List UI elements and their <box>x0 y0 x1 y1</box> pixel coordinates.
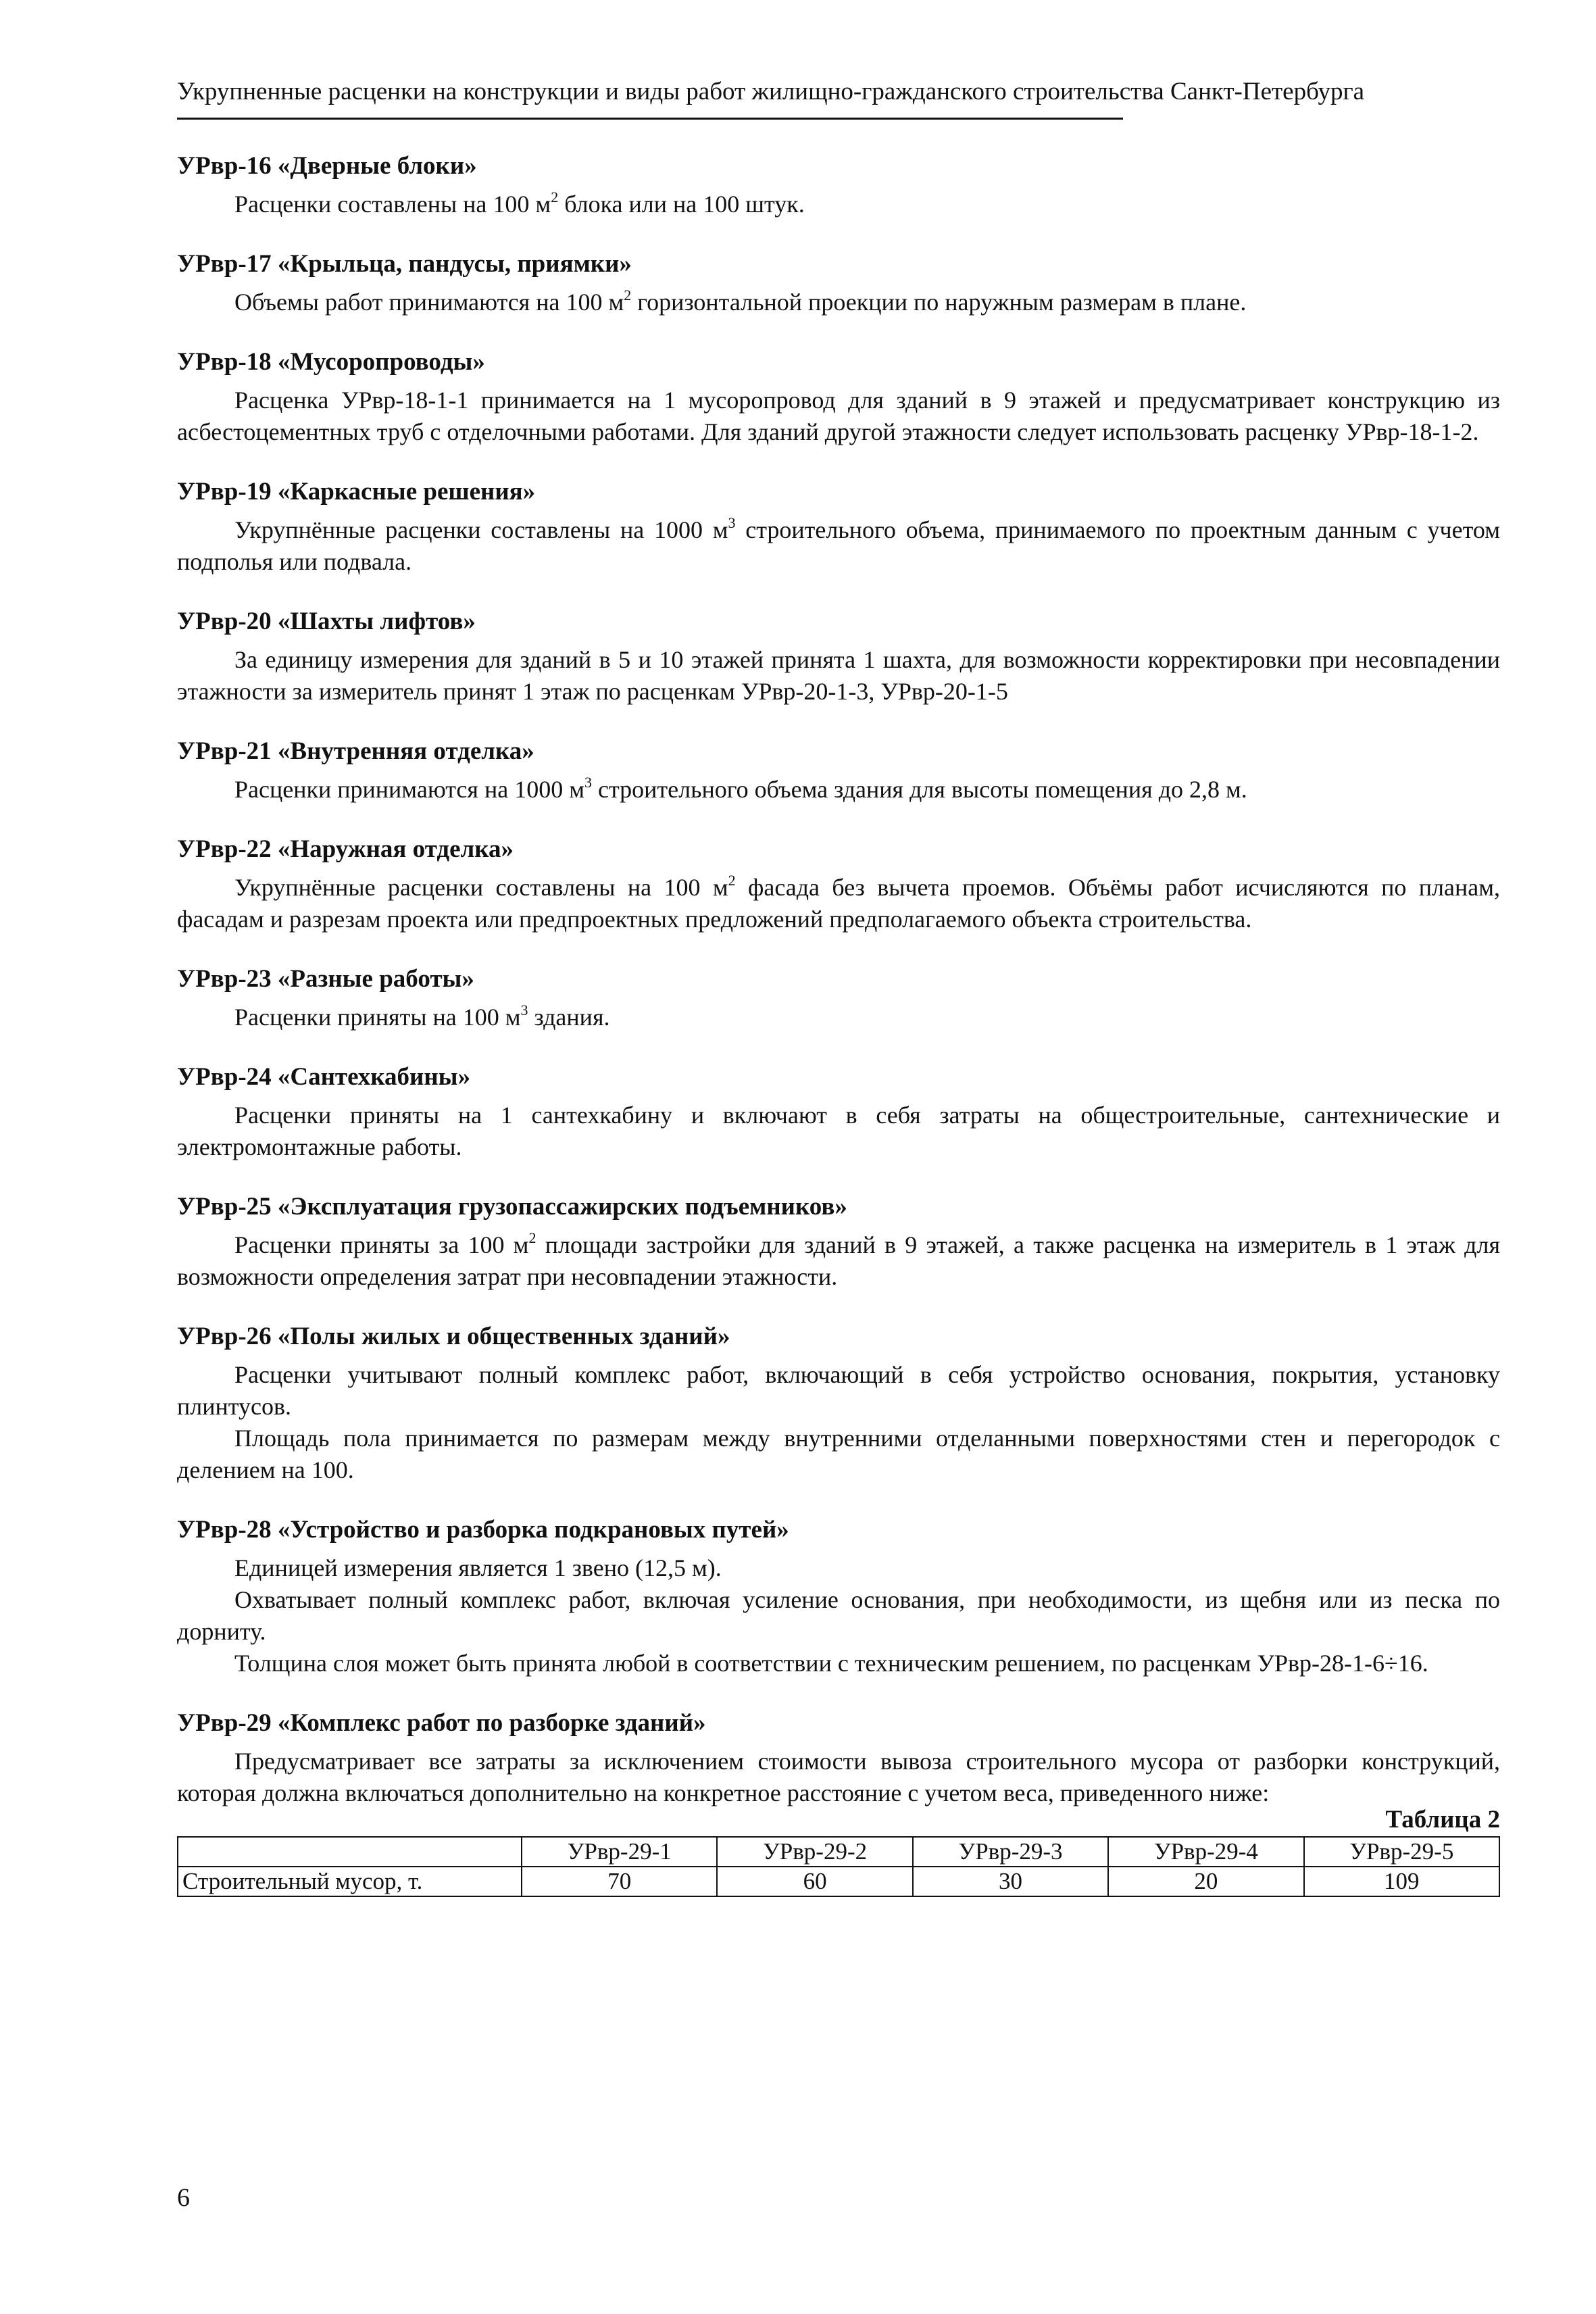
text-run: горизонтальной проекции по наружным размерам в плане. <box>631 289 1247 316</box>
text-run: строительного объема здания для высоты помещения до 2,8 м. <box>591 776 1247 803</box>
section-heading: УРвр-20 «Шахты лифтов» <box>177 608 476 635</box>
section-heading: УРвр-24 «Сантехкабины» <box>177 1063 471 1091</box>
section-paragraph: Охватывает полный комплекс работ, включая усиление основания, при необходимости, из щебня или из песка по дорниту. <box>177 1586 1500 1645</box>
section-heading: УРвр-16 «Дверные блоки» <box>177 152 477 180</box>
section-paragraph <box>177 189 1500 220</box>
superscript: 3 <box>584 774 592 791</box>
section-urvr-19 <box>177 476 1500 578</box>
table-cell: 30 <box>913 1867 1108 1896</box>
text-run: Укрупнённые расценки составлены на 100 м <box>234 874 728 901</box>
text-run: строительного объема, принимаемого по проектным данным с учетом подполья или подвала. <box>177 516 1500 575</box>
section-paragraph <box>177 872 1500 935</box>
section-urvr-28 <box>177 1514 1500 1679</box>
superscript: 3 <box>728 514 736 531</box>
section-paragraph <box>177 514 1500 578</box>
superscript: 2 <box>551 189 559 205</box>
text-run: фасада без вычета проемов. Объёмы работ исчисляются по планам, фасадам и разрезам проекта или предпроектных предложений предполагаемого объекта строительства. <box>177 874 1501 933</box>
section-paragraph: Толщина слоя может быть принята любой в соответствии с техническим решением, по расценкам УРвр-28-1-6÷16. <box>234 1650 1428 1677</box>
section-heading: УРвр-18 «Мусоропроводы» <box>177 348 485 376</box>
table-column-header: УРвр-29-3 <box>913 1837 1108 1867</box>
table-column-header: УРвр-29-1 <box>522 1837 717 1867</box>
section-paragraph <box>177 287 1500 318</box>
section-heading: УРвр-29 «Комплекс работ по разборке зданий» <box>177 1709 706 1737</box>
table-column-header: УРвр-29-4 <box>1108 1837 1303 1867</box>
section-paragraph: Площадь пола принимается по размерам между внутренними отделанными поверхностями стен и перегородок с делением на 100. <box>177 1425 1500 1483</box>
text-run: Расценки приняты за 100 м <box>234 1231 529 1258</box>
text-run: Укрупнённые расценки составлены на 1000 м <box>234 516 728 543</box>
page-number: 6 <box>177 2184 190 2212</box>
table-header-row <box>178 1837 1499 1867</box>
superscript: 2 <box>728 872 736 889</box>
text-run: Объемы работ принимаются на 100 м <box>234 289 624 316</box>
section-paragraph: Расценка УРвр-18-1-1 принимается на 1 мусоропровод для зданий в 9 этажей и предусматривает конструкцию из асбестоцементных труб с отделочными работами. Для зданий другой этажности следует использовать расценку УРвр-18-1-2. <box>177 387 1500 445</box>
section-urvr-26 <box>177 1321 1500 1486</box>
section-heading: УРвр-23 «Разные работы» <box>177 965 474 993</box>
section-heading: УРвр-19 «Каркасные решения» <box>177 478 536 506</box>
section-urvr-22 <box>177 833 1500 935</box>
running-header: Укрупненные расценки на конструкции и виды работ жилищно-гражданского строительства Санкт-Петербурга <box>177 78 1365 105</box>
section-urvr-23 <box>177 963 1500 1033</box>
table-caption: Таблица 2 <box>1385 1806 1500 1833</box>
text-run: здания. <box>528 1004 610 1031</box>
superscript: 3 <box>520 1002 528 1018</box>
table-column-header: УРвр-29-5 <box>1304 1837 1499 1867</box>
section-paragraph: Расценки приняты на 1 сантехкабину и включают в себя затраты на общестроительные, сантехнические и электромонтажные работы. <box>177 1102 1500 1160</box>
section-heading: УРвр-17 «Крыльца, пандусы, приямки» <box>177 250 632 278</box>
text-run: Расценки принимаются на 1000 м <box>234 776 584 803</box>
section-urvr-18 <box>177 346 1500 448</box>
superscript: 2 <box>624 287 632 303</box>
section-urvr-16 <box>177 150 1500 220</box>
section-urvr-21 <box>177 735 1500 806</box>
section-urvr-20 <box>177 606 1500 708</box>
text-run: площади застройки для зданий в 9 этажей, а также расценка на измеритель в 1 этаж для возможности определения затрат при несовпадении этажности. <box>177 1231 1500 1290</box>
section-paragraph <box>177 1002 1500 1033</box>
superscript: 2 <box>528 1229 537 1246</box>
section-heading: УРвр-22 «Наружная отделка» <box>177 835 514 863</box>
table-cell: 20 <box>1108 1867 1303 1896</box>
section-paragraph: Расценки учитывают полный комплекс работ, включающий в себя устройство основания, покрытия, установку плинтусов. <box>177 1361 1500 1420</box>
page-content <box>177 150 1500 1897</box>
text-run: Расценки приняты на 100 м <box>234 1004 521 1031</box>
table-cell: 60 <box>717 1867 912 1896</box>
section-heading: УРвр-26 «Полы жилых и общественных зданий» <box>177 1323 730 1350</box>
section-urvr-24 <box>177 1061 1500 1163</box>
section-heading: УРвр-28 «Устройство и разборка подкрановых путей» <box>177 1516 789 1544</box>
section-paragraph: Единицей измерения является 1 звено (12,5 м). <box>234 1554 722 1581</box>
text-run: Расценки составлены на 100 м <box>234 191 551 218</box>
table-row <box>178 1867 1499 1896</box>
section-heading: УРвр-25 «Эксплуатация грузопассажирских подъемников» <box>177 1193 847 1221</box>
table-cell: 70 <box>522 1867 717 1896</box>
table-cell: 109 <box>1304 1867 1499 1896</box>
section-heading: УРвр-21 «Внутренняя отделка» <box>177 737 534 765</box>
section-paragraph: Предусматривает все затраты за исключением стоимости вывоза строительного мусора от разборки конструкций, которая должна включаться дополнительно на конкретное расстояние с учетом веса, приведенного ниже: <box>177 1748 1500 1806</box>
section-urvr-29 <box>177 1707 1500 1809</box>
section-paragraph <box>177 774 1500 806</box>
section-urvr-17 <box>177 248 1500 318</box>
table-row-label: Строительный мусор, т. <box>178 1867 522 1896</box>
section-paragraph <box>177 1229 1500 1293</box>
section-urvr-25 <box>177 1191 1500 1293</box>
table-column-header: УРвр-29-2 <box>717 1837 912 1867</box>
section-paragraph: За единицу измерения для зданий в 5 и 10 этажей принята 1 шахта, для возможности корректировки при несовпадении этажности за измеритель принят 1 этаж по расценкам УРвр-20-1-3, УРвр-20-1-5 <box>177 646 1500 705</box>
text-run: блока или на 100 штук. <box>558 191 805 218</box>
table-corner-cell <box>178 1837 522 1867</box>
debris-table <box>177 1836 1500 1897</box>
header-rule <box>177 118 1123 120</box>
